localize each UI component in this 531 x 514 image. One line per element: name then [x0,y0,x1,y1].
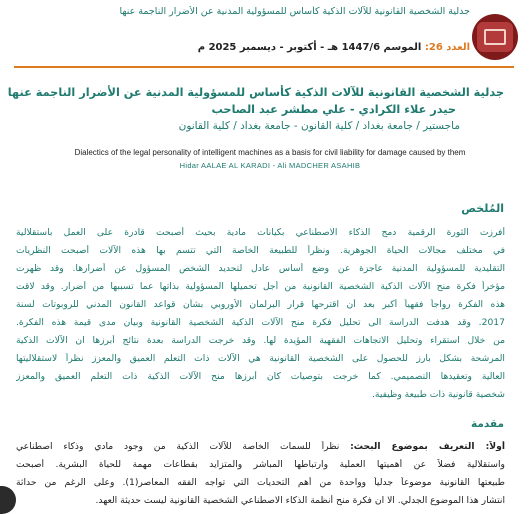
body-line: انتشار هذا الموضوع الجدلي. الا ان فكرة منح أنظمة الذكاء الاصطناعي الشخصية القانونية ليست حديثة العهد. [95,495,505,506]
section-lead: أولاً: التعريف بموضوع البحث: [350,441,505,452]
body-line: واستقلالية فضلاً عن أهميتها العملية وارتباطها المباشر والمتزايد بقطاعات مهمة للحياة البشرية. أصبحت [16,459,505,470]
header-divider [14,66,514,68]
abstract-line: التقليدية للمسؤولية المدنية عاجزة عن وضع أساس عادل لتحديد الشخص المسؤول عن أضرارها. وقد ظهرت [16,263,505,274]
logo-emblem-icon [477,22,513,52]
article-title-en: Dialectics of the legal personality of intelligent machines as a basis for civil liability for damage caused by them [74,148,466,157]
abstract-line: 2017. وقد هدفت الدراسة الى تحليل فكرة منح الآلات الذكية الشخصية القانونية وبيان مدى قيمة هذه الفكرة. [16,317,505,328]
article-authors-en: Hidar AALAE AL KARADI - Ali MADCHER ASAHIB [179,161,361,170]
floating-side-tab-button[interactable] [0,486,16,514]
article-authors-ar: حيدر علاء الكرادي - علي مطشر عبد الصاحب [211,103,456,116]
issue-info [90,42,470,53]
body-line [16,441,505,452]
journal-logo [472,14,518,60]
issue-label: العدد 26: [424,42,470,53]
abstract-line: مؤخراً فكرة منح الآلات الذكية الشخصية القانونية من أجل تحميلها المسؤولية بذاتها عما تسببها من أضرار. وقد لاقت [16,281,505,292]
abstract-heading: المُلخص [461,202,504,215]
running-title: جدلية الشخصية القانونية للآلات الذكية كأساس للمسؤولية المدنية عن الأضرار الناجمة عنها [119,6,470,17]
body-line-text: نظراً للسمات الخاصة للآلات الذكية من وجود مادي وذكاء اصطناعي [16,441,351,452]
introduction-heading: مقدمة [471,418,504,430]
abstract-line: هذه الفكرة رواجاً فقهياً أكبر بعد أن اقترحها قرار البرلمان الأوروبي بشأن قواعد القانون المدني للروبوتات لسنة [16,299,505,310]
article-title-ar: جدلية الشخصية القانونية للآلات الذكية كأساس للمسؤولية المدنية عن الأضرار الناجمة عنها [7,86,504,99]
abstract-line: في مختلف مجالات الحياة الجوهرية. ونظراً للطبيعة الخاصة التي تتسم بها هذه الآلات أصبحت النظريات [16,245,505,256]
abstract-line: أفرزت الثورة الرقمية دمج الذكاء الاصطناعي بكيانات مادية بحيث أصبحت قادرة على العمل باستقلالية [16,227,505,238]
body-line: طبيعتها القانونية موضوعاً جدلياً وواحدة من أهم التحديات التي تواجه الفقه المعاصر(1). وعلى الرغم من حداثة [16,477,505,488]
logo-box-shape [484,29,506,45]
abstract-line: شخصية قانونية ذات طبيعة وظيفية. [371,389,505,400]
abstract-line: العالية وتعقيدها التصميمي. كما خرجت بتوصيات كان أبرزها منح الآلات الذكية ذات التعلم العميق والمعزز [16,371,505,382]
issue-details: الموسم 1447/6 هـ - أكتوبر - ديسمبر 2025 م [197,42,422,53]
article-affiliation-ar: ماجستير / جامعة بغداد / كلية القانون - جامعة بغداد / كلية القانون [178,120,460,132]
abstract-line: المرشحة بشكل بارز للحصول على الشخصية القانونية هي الآلات ذات التعلم العميق والمعزز نظراً لاستقلاليتها [16,353,505,364]
abstract-line: من خلال استقراء وتحليل الاتجاهات الفقهية المؤيدة لها. وقد خرجت الدراسة بعدة نتائج أبرزها ان الآلات الذكية [16,335,505,346]
